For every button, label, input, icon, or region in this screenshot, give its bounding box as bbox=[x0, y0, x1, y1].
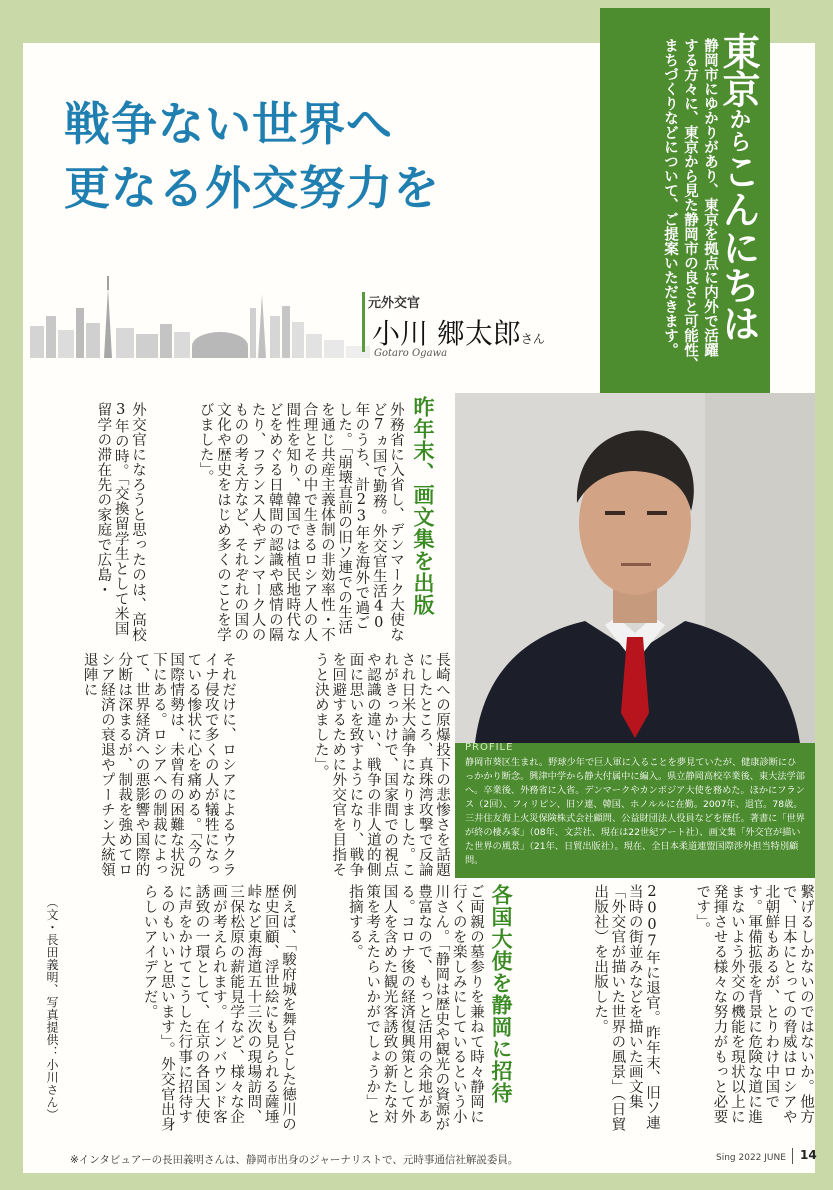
body-paragraph: 長崎への原爆投下の悲惨さを話題にしたところ、真珠湾攻撃で反論され日米大論争になりました。これがきっかけで、国家間での視点や認識の違い、戦争の非人道的側面に思いを致すようになり、戦争を回避するために外交官を目指そうと決めました」。 bbox=[312, 652, 450, 877]
body-column-5 bbox=[664, 884, 814, 1134]
body-paragraph: 外務省に入省し、デンマーク大使など7ヵ国で勤務。外交官生活40年のうち、計23年を海外で過ごした。「崩壊直前の旧ソ連での生活を通じ共産主義体制の非効率性・不合理とその中で生きるロシア人の人間性を知り、韓国では植民地時代などをめぐる日韓間の認識や感情の隔たり、フランス人やデンマーク人のものの考え方など、それぞれの国の文化や歴史をはじめ多くのことを学びました」。 bbox=[197, 402, 404, 642]
profile-text: 静岡市葵区生まれ。野球少年で巨人軍に入ることを夢見ていたが、健康診断にひっかかり断念。興津中学から静大付属中に編入。県立静岡高校卒業後、東大法学部へ。卒業後、外務省に入省。デンマークやカンボジア大使を務めた。ほかにフランス（2回）、フィリピン、旧ソ連、韓国、ホノルルに在勤。2007年、退官。78歳。三井住友海上火災保険株式会社顧問、公益財団法人役員などを歴任。著書に「世界が終の棲み家」（08年、文芸社、現在は22世紀アート社）、画文集「外交官が描いた世界の風景」（21年、日貿出版社）。現在、全日本柔道連盟国際渉外担当特別顧問。 bbox=[465, 757, 805, 866]
page-number: 14 bbox=[800, 1148, 817, 1162]
body-column-6 bbox=[524, 884, 660, 1134]
body-paragraph: 外交官になろうと思ったのは、高校3年の時。「交換留学生として米国留学の滞在先の家庭で広島・ bbox=[95, 402, 146, 642]
person-name-text: 小川 郷太郎 bbox=[372, 317, 521, 350]
series-subtitle-line: する方々に、東京から見た静岡市の良さと可能性、 bbox=[682, 38, 698, 372]
body-column-8 bbox=[60, 884, 296, 1134]
person-name bbox=[372, 312, 545, 352]
series-subtitle bbox=[610, 38, 720, 398]
body-column-3 bbox=[238, 652, 450, 877]
series-subtitle-line: 静岡市にゆかりがあり、東京を拠点に内外で活躍 bbox=[702, 38, 718, 357]
magazine-issue: Sing 2022 JUNE bbox=[716, 1153, 786, 1163]
headline bbox=[64, 92, 440, 220]
body-paragraph: 繋げるしかないのではないか。他方で、日本にとっての脅威はロシアや北朝鮮もあるが、とりわけ中国です。軍備拡張を背景に危険な道に進まないよう外交の機能を現状以上に発揮させる様々な努力がもっと必要です」。 bbox=[694, 884, 814, 1124]
body-paragraph: 例えば、「駿府城を舞台とした徳川の歴史回顧、浮世絵にも見られる薩埵峠など東海道五十三次の現場訪問、三保松原の薪能見学など、様々な企画が考えられます。インバウンド客誘致の一環として、在京の各国大使に声をかけてこうした行事に招待するのもいいと思います」。外交官出身らしいアイデアだ。 bbox=[141, 884, 296, 1132]
photo-credit: （文・長田義明、写真提供：小川さん） bbox=[45, 896, 59, 1121]
body-paragraph: それだけに、ロシアによるウクライナ侵攻で多くの人が犠牲になっている惨状に心を痛める。「今の国際情勢は、未曾有の困難な状況下にある。ロシアへの制裁によって、世界経済への悪影響や国際的分断は深まるが、制裁を強めてロシア経済の衰退やプーチン大統領退陣に bbox=[81, 652, 236, 877]
footer-divider bbox=[792, 1148, 793, 1164]
body-column-4 bbox=[60, 652, 236, 877]
section-heading-2: 各国大使を静岡に招待 bbox=[489, 884, 513, 1104]
person-romaji: Gotaro Ogawa bbox=[374, 348, 448, 359]
series-subtitle-line: まちづくりなどについて、ご提案いただきます。 bbox=[662, 38, 678, 357]
body-paragraph: ご両親の墓参りを兼ねて時々静岡に行くのを楽しみにしているという小川さん。「静岡は歴史や観光の資源が豊富なので、もっと活用の余地がある。コロナ後の経済復興策として外国人を含めた観光客誘致の新たな対策を考えたらいかがでしょうか」と指摘する。 bbox=[346, 884, 484, 1132]
profile-box bbox=[455, 743, 815, 878]
series-title bbox=[716, 32, 760, 402]
headline-line-1: 戦争ない世界へ bbox=[64, 97, 393, 151]
body-column-7 bbox=[298, 884, 484, 1134]
series-panel bbox=[600, 8, 770, 406]
person-role: 元外交官 bbox=[368, 296, 421, 311]
series-title-a: 東京 bbox=[716, 32, 760, 108]
series-title-b: から bbox=[726, 108, 751, 152]
headline-line-2: 更なる外交努力を bbox=[64, 161, 440, 215]
portrait-photo bbox=[455, 393, 815, 743]
portrait-illustration bbox=[455, 393, 815, 743]
tokyo-skyline-illustration bbox=[30, 268, 370, 358]
name-accent-bar bbox=[362, 292, 365, 352]
body-paragraph: 2007年に退官。昨年末、旧ソ連当時の街並みなどを描いた画文集「外交官が描いた世界の風景」（日貿出版社）を出版した。 bbox=[592, 884, 660, 1132]
body-column-2 bbox=[60, 402, 146, 642]
person-honorific: さん bbox=[520, 332, 545, 346]
profile-label: PROFILE bbox=[465, 742, 514, 753]
footer-note: ※インタビュアーの長田義明さんは、静岡市出身のジャーナリストで、元時事通信社解説委員。 bbox=[70, 1154, 519, 1166]
body-column-1 bbox=[148, 402, 404, 642]
series-title-c: こんにちは bbox=[716, 152, 760, 342]
section-heading-1: 昨年末、画文集を出版 bbox=[411, 396, 435, 616]
